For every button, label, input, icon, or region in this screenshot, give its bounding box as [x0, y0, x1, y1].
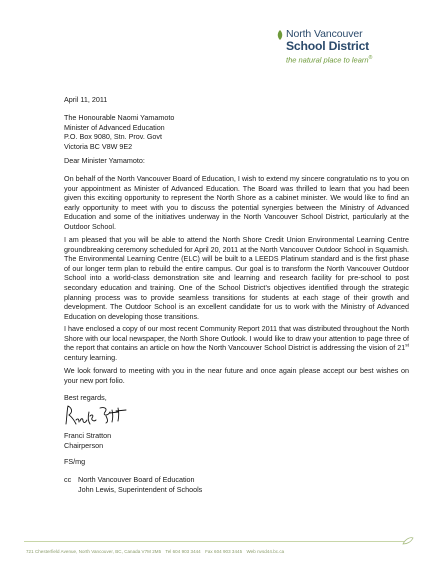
recipient-address: [64, 113, 409, 151]
signer-block: [64, 431, 409, 450]
cc-row: [64, 475, 409, 485]
paragraph-2: I am pleased that you will be able to attend the North Shore Credit Union Environmental Learning Centre groundbreaking ceremony scheduled for April 20, 2011 at the North Vancouver Outdoor School in Squamish. The Environmental Learning Centre (ELC) will be built to a LEEDS Platinum standard and is the first phase of our longer term plan to rebuild the entire campus. Our goal is to transform the North Vancouver Outdoor School into a world-class demonstration site and learning and research facility for pre-school to post secondary education and training. One of the School District’s objectives identified through the strategic planning process was to provide seamless transitions for students at each stage of their growth and development. The Outdoor School is an excellent candidate for us to work with the Ministry of Advanced Education on developing those transitions.: [64, 235, 409, 321]
closing: Best regards,: [64, 393, 107, 402]
recipient-line: Minister of Advanced Education: [64, 122, 165, 132]
recipient-line: Victoria BC V8W 9E2: [64, 141, 133, 151]
logo-line-1: North Vancouver: [286, 28, 363, 40]
leaf-icon: [402, 537, 414, 545]
paragraph-3-end: century learning.: [64, 352, 118, 362]
recipient-line: P.O. Box 9080, Stn. Prov. Govt: [64, 132, 163, 142]
footer-contact: [26, 549, 287, 554]
footer-fax: Fax 604 903 3445: [205, 549, 243, 554]
logo-tagline-text: the natural place to learn: [286, 55, 369, 65]
typist-initials: FS/mg: [64, 457, 86, 466]
cc-row: [64, 485, 409, 495]
footer-address: 721 Chesterfield Avenue, North Vancouver, BC, Canada V7M 2M5: [26, 549, 162, 554]
footer-tel: Tel 604 903 3444: [165, 549, 201, 554]
cc-block: [64, 475, 409, 494]
cc-recipient: John Lewis, Superintendent of Schools: [78, 484, 203, 494]
recipient-line: The Honourable Naomi Yamamoto: [64, 113, 175, 122]
paragraph-3-text: I have enclosed a copy of our most recent Community Report 2011 that was distributed throughout the North Shore with our local newspaper, the North Shore Outlook. I would like to draw your attention to page three of the report that contains an article on how the North Vancouver School District is addressing the vision of 21: [64, 324, 409, 353]
registered-mark: ®: [368, 55, 373, 61]
cc-label: cc: [64, 475, 72, 484]
logo-line-2: School District: [286, 39, 370, 53]
salutation: Dear Minister Yamamoto:: [64, 156, 145, 165]
paragraph-3: [64, 324, 409, 362]
paragraph-4: We look forward to meeting with you in the near future and once again please accept our best wishes on your new port folio.: [64, 366, 409, 385]
footer-web: Web nvsd44.bc.ca: [246, 549, 285, 554]
leaf-icon: [276, 30, 284, 40]
district-logo: [286, 29, 412, 66]
signer-title: Chairperson: [64, 440, 104, 450]
footer-divider: [24, 541, 404, 542]
paragraph-1: On behalf of the North Vancouver Board of Education, I wish to extend my sincere congratulatio ns to you on your appointment as Minister of Advanced Education. The Board was thrilled to learn that you had been given this exciting opportunity to represent the North Shore as a cabinet minister. We would like to find an early opportunity to meet with you to discuss the potential synergies between the Ministry of Advanced Education and some of the initiatives underway in the North Vancouver School District, particularly at the Outdoor School.: [64, 174, 409, 231]
letter-date: April 11, 2011: [64, 95, 108, 104]
signer-name: Franci Stratton: [64, 431, 112, 440]
ordinal-suffix: st: [405, 343, 409, 349]
cc-recipient: North Vancouver Board of Education: [78, 475, 195, 484]
logo-tagline: [286, 53, 412, 66]
handwritten-signature: [64, 402, 136, 430]
